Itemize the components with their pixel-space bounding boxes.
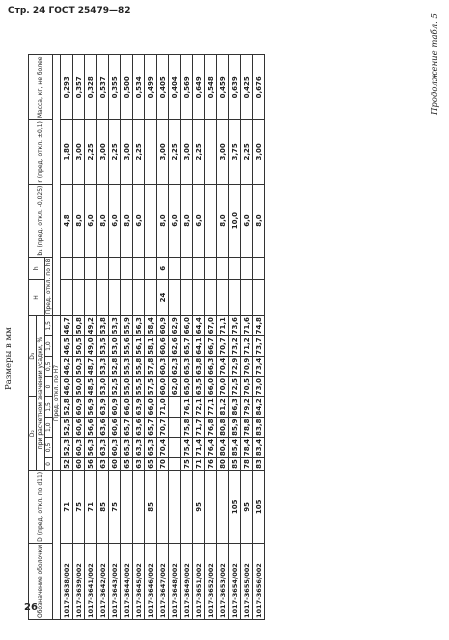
table-cell: 10,0: [229, 184, 241, 257]
table-cell: 58,1: [146, 337, 155, 355]
table-cell: 60,6: [74, 418, 83, 436]
table-cell: 1017-3654/002: [229, 543, 241, 619]
table-cell: 72,9: [230, 357, 239, 375]
table-cell: [121, 257, 133, 279]
table-cell: 75: [182, 459, 191, 469]
table-cell: 63,9: [98, 398, 107, 416]
table-cell: [193, 257, 205, 279]
table-cell: 85,4: [230, 438, 239, 457]
table-cell: 1017-3647/002: [157, 543, 169, 619]
table-cell: 57,8: [146, 357, 155, 375]
table-cell: [205, 120, 217, 184]
table-cell: 58,4: [146, 317, 155, 335]
table-cell: 1017-3646/002: [145, 543, 157, 619]
table-cell: 60,3: [110, 438, 119, 457]
table-row: [85, 55, 97, 620]
table-cell: 56,9: [86, 398, 95, 416]
table-cell: 52,8: [110, 357, 119, 375]
table-cell: 55,8: [134, 357, 143, 375]
table-row: [253, 55, 265, 620]
table-cell: 65: [122, 459, 131, 469]
table-row: [121, 55, 133, 620]
table-cell: [133, 279, 145, 315]
table-cell: 52,3: [62, 438, 71, 457]
table-cell: 52: [62, 459, 71, 469]
table-cell: 2,25: [193, 120, 205, 184]
shrink-value-1: 0,5: [45, 437, 53, 457]
table-cell: 77,1: [206, 398, 215, 416]
table-cell: 1017-3643/002: [109, 543, 121, 619]
table-cell: 8,0: [73, 184, 85, 257]
table-cell: 65,3: [122, 438, 131, 457]
table-cell: 80: [218, 459, 227, 469]
table-cell: 85: [97, 470, 109, 543]
table-cell: 0,639: [229, 55, 241, 120]
table-cell: 64,1: [194, 337, 203, 355]
table-cell: [205, 184, 217, 257]
table-cell: [217, 279, 229, 315]
table-cell: 66,0: [122, 398, 131, 416]
table-cell: 75,8: [182, 418, 191, 436]
table-cell: 71: [194, 459, 203, 469]
table-cell: 3,00: [253, 120, 265, 184]
table-row: [181, 55, 193, 620]
col-tol-Hh: Пред. откл. по h8: [45, 258, 52, 315]
table-cell: 71,0: [158, 398, 167, 416]
table-cell: 1017-3655/002: [241, 543, 253, 619]
table-cell: 75: [109, 470, 121, 543]
table-cell: 6,0: [193, 184, 205, 257]
table-cell: 71: [85, 470, 97, 543]
table-cell: 65,7: [146, 418, 155, 436]
table-row: [133, 55, 145, 620]
table-cell: 79,2: [242, 398, 251, 416]
table-cell: 105: [253, 470, 265, 543]
table-cell: 76: [206, 459, 215, 469]
table-cell: 60,9: [74, 398, 83, 416]
table-cell: 1017-3644/002: [121, 543, 133, 619]
table-cell: 55,0: [122, 377, 131, 396]
table-cell: 1017-3639/002: [73, 543, 85, 619]
table-cell: 1017-3652/002: [205, 543, 217, 619]
shrink-value-4: 0: [45, 376, 53, 396]
table-cell: 80,4: [218, 438, 227, 457]
col-b: b₁ (пред. откл. -0,025): [29, 184, 53, 257]
table-cell: 63,3: [98, 438, 107, 457]
table-cell: 46,7: [62, 317, 71, 335]
table-cell: 46,2: [62, 357, 71, 375]
table-cell: [73, 257, 85, 279]
table-cell: [229, 279, 241, 315]
table-cell: 48,7: [86, 357, 95, 375]
table-cell: 53,8: [98, 317, 107, 335]
table-cell: 8,0: [253, 184, 265, 257]
table-cell: 60: [74, 459, 83, 469]
col-mass: Масса, кг, не более: [29, 55, 53, 120]
table-cell: 49,0: [86, 337, 95, 355]
col-D2: D₂: [29, 397, 37, 471]
table-cell: 56,1: [134, 337, 143, 355]
table-cell: 83: [254, 459, 263, 469]
table-cell: [145, 257, 157, 279]
table-cell: [121, 470, 133, 543]
col-H: H: [29, 279, 45, 315]
table-cell: 60,9: [158, 317, 167, 335]
table-cell: [133, 257, 145, 279]
table-cell: 2,25: [133, 120, 145, 184]
table-cell: 6,0: [169, 184, 181, 257]
table-cell: 0,649: [193, 55, 205, 120]
table-cell: 83,4: [254, 438, 263, 457]
table-cell: [97, 257, 109, 279]
table-cell: 65,7: [122, 418, 131, 436]
table-cell: 53,0: [110, 337, 119, 355]
table-cell: 62,0: [170, 377, 179, 396]
table-row: [61, 55, 73, 620]
table-row: [145, 55, 157, 620]
table-cell: 72,1: [194, 398, 203, 416]
table-cell: 6,0: [85, 184, 97, 257]
table-cell: [169, 417, 181, 437]
table-cell: 6,0: [241, 184, 253, 257]
table-cell: [181, 257, 193, 279]
table-cell: 3,00: [217, 120, 229, 184]
table-row: [193, 55, 205, 620]
table-cell: 53,3: [110, 317, 119, 335]
table-cell: 0,676: [253, 55, 265, 120]
table-cell: 71,4: [194, 438, 203, 457]
table-cell: 1017-3648/002: [169, 543, 181, 619]
table-cell: 95: [193, 470, 205, 543]
table-cell: [193, 279, 205, 315]
table-cell: 53,0: [98, 377, 107, 396]
table-cell: 0,355: [109, 55, 121, 120]
table-cell: 0,459: [217, 55, 229, 120]
table-cell: 60: [110, 459, 119, 469]
table-cell: [85, 279, 97, 315]
table-cell: 66,7: [206, 337, 215, 355]
table-cell: 6: [157, 257, 169, 279]
table-cell: 0,499: [145, 55, 157, 120]
table-cell: 66,0: [146, 398, 155, 416]
table-cell: 8,0: [97, 184, 109, 257]
table-cell: 3,00: [97, 120, 109, 184]
dimensions-table: [28, 54, 265, 620]
table-cell: 24: [157, 279, 169, 315]
table-cell: 1017-3649/002: [181, 543, 193, 619]
table-cell: 76,8: [206, 418, 215, 436]
table-cell: 71,1: [218, 317, 227, 335]
col-h: h: [29, 257, 45, 279]
table-continuation: Продолжение табл. 5: [430, 13, 440, 115]
page-number: 26: [24, 602, 38, 613]
table-cell: 75: [73, 470, 85, 543]
table-cell: 71,2: [242, 337, 251, 355]
table-cell: 105: [229, 470, 241, 543]
table-cell: 60,3: [74, 438, 83, 457]
table-cell: [253, 257, 265, 279]
table-cell: 70: [158, 459, 167, 469]
table-cell: 55,5: [134, 377, 143, 396]
table-cell: 78,8: [242, 418, 251, 436]
table-cell: 66,3: [206, 357, 215, 375]
table-cell: 0,357: [73, 55, 85, 120]
table-cell: [169, 458, 181, 471]
table-cell: [121, 279, 133, 315]
table-cell: 78: [242, 459, 251, 469]
table-cell: 0,569: [181, 55, 193, 120]
table-cell: 55,6: [122, 337, 131, 355]
table-row: [205, 55, 217, 620]
table-cell: 3,00: [121, 120, 133, 184]
table-cell: [169, 279, 181, 315]
table-cell: 76,4: [206, 438, 215, 457]
table-cell: 71,6: [242, 317, 251, 335]
table-cell: 52,5: [110, 377, 119, 396]
table-units-title: Размеры в мм: [4, 327, 14, 390]
table-cell: 85,9: [230, 418, 239, 436]
table-cell: 64,4: [194, 317, 203, 335]
shrink-value-7: 1,5: [45, 316, 53, 336]
table-cell: 8,0: [157, 184, 169, 257]
table-cell: 62,3: [170, 357, 179, 375]
table-cell: 70,0: [218, 377, 227, 396]
shrink-value-2: 1,0: [45, 417, 53, 437]
table-cell: 63,9: [134, 398, 143, 416]
table-row: [97, 55, 109, 620]
table-cell: 80,8: [218, 418, 227, 436]
col-designation: Обозначение оболочки: [29, 543, 53, 619]
table-cell: 62,9: [170, 317, 179, 335]
table-cell: 72,5: [230, 377, 239, 396]
table-cell: 0,293: [61, 55, 73, 120]
table-cell: [145, 184, 157, 257]
table-cell: 74,8: [254, 317, 263, 335]
table-cell: 63: [98, 459, 107, 469]
table-cell: [181, 279, 193, 315]
table-cell: [133, 470, 145, 543]
table-cell: 0,537: [97, 55, 109, 120]
table-cell: 52,8: [62, 398, 71, 416]
table-cell: 3,75: [229, 120, 241, 184]
table-cell: 0,405: [157, 55, 169, 120]
table-cell: 60,3: [158, 357, 167, 375]
table-cell: 0,404: [169, 55, 181, 120]
table-cell: 46,5: [62, 337, 71, 355]
table-cell: 1017-3641/002: [85, 543, 97, 619]
table-cell: 85: [230, 459, 239, 469]
table-cell: [217, 257, 229, 279]
table-cell: 70,9: [242, 357, 251, 375]
table-cell: 73,4: [254, 357, 263, 375]
table-cell: [169, 470, 181, 543]
table-cell: 1,80: [61, 120, 73, 184]
table-cell: [217, 470, 229, 543]
table-cell: 56,3: [86, 438, 95, 457]
table-cell: [157, 470, 169, 543]
table-cell: [61, 257, 73, 279]
table-cell: 71: [61, 470, 73, 543]
table-cell: 78,4: [242, 438, 251, 457]
table-cell: 73,2: [230, 337, 239, 355]
table-cell: 0,500: [121, 55, 133, 120]
table-cell: 1017-3653/002: [217, 543, 229, 619]
table-cell: 63: [134, 459, 143, 469]
col-D: D (пред. откл. по d11): [29, 470, 53, 543]
table-row: [157, 55, 169, 620]
table-cell: 70,5: [242, 377, 251, 396]
table-cell: 2,25: [241, 120, 253, 184]
table-cell: 1017-3651/002: [193, 543, 205, 619]
table-cell: 1017-3642/002: [97, 543, 109, 619]
table-cell: 70,4: [158, 438, 167, 457]
table-cell: 56,3: [134, 317, 143, 335]
table-cell: 0,548: [205, 55, 217, 120]
table-cell: 50,0: [74, 377, 83, 396]
table-cell: 63,3: [134, 438, 143, 457]
table-cell: [73, 279, 85, 315]
table-row: [241, 55, 253, 620]
table-cell: 1017-3638/002: [61, 543, 73, 619]
table-cell: 4,8: [61, 184, 73, 257]
table-cell: 0,534: [133, 55, 145, 120]
table-cell: [205, 279, 217, 315]
table-cell: [169, 397, 181, 417]
page-header: Стр. 24 ГОСТ 25479—82: [8, 6, 131, 16]
table-cell: [169, 437, 181, 457]
table-cell: 86,3: [230, 398, 239, 416]
table-cell: 65,7: [182, 337, 191, 355]
table-cell: 73,7: [254, 337, 263, 355]
table-cell: [229, 257, 241, 279]
shrink-value-3: 1,5: [45, 397, 53, 417]
col-tol-D2: Пред. откл. по H7: [53, 316, 61, 471]
table-cell: 57,5: [146, 377, 155, 396]
table-cell: 6,0: [133, 184, 145, 257]
table-cell: 65: [146, 459, 155, 469]
table-cell: 75,4: [182, 438, 191, 457]
table-cell: [145, 279, 157, 315]
table-cell: 46,0: [62, 377, 71, 396]
table-cell: [109, 257, 121, 279]
table-cell: [253, 279, 265, 315]
table-cell: [181, 470, 193, 543]
table-cell: 53,3: [98, 357, 107, 375]
table-cell: 66,0: [206, 377, 215, 396]
table-cell: 84,2: [254, 398, 263, 416]
table-row: [73, 55, 85, 620]
table-cell: 62,6: [170, 337, 179, 355]
table-cell: 8,0: [217, 184, 229, 257]
table-cell: [205, 470, 217, 543]
table-cell: 56: [86, 459, 95, 469]
table-cell: 1017-3656/002: [253, 543, 265, 619]
table-cell: 60,6: [110, 418, 119, 436]
table-cell: [205, 257, 217, 279]
table-cell: 2,25: [169, 120, 181, 184]
shrink-value-6: 1,0: [45, 336, 53, 356]
table-cell: [61, 279, 73, 315]
table-cell: [85, 257, 97, 279]
table-cell: 63,8: [194, 357, 203, 375]
table-cell: 73,0: [254, 377, 263, 396]
col-shrink-caption: при расчетном значении усадки, %: [37, 316, 45, 471]
table-cell: 3,00: [157, 120, 169, 184]
table-cell: 2,25: [85, 120, 97, 184]
table-cell: 67,0: [206, 317, 215, 335]
table-cell: 2,25: [109, 120, 121, 184]
table-cell: 56,6: [86, 418, 95, 436]
table-cell: 48,5: [86, 377, 95, 396]
table-cell: 3,00: [73, 120, 85, 184]
table-cell: 60,9: [110, 398, 119, 416]
table-cell: 65,3: [182, 357, 191, 375]
table-cell: 70,7: [158, 418, 167, 436]
table-cell: 50,3: [74, 357, 83, 375]
table-cell: 60,6: [158, 337, 167, 355]
table-cell: 60,0: [158, 377, 167, 396]
table-cell: 83,8: [254, 418, 263, 436]
table-cell: 50,5: [74, 337, 83, 355]
table-cell: 6,0: [109, 184, 121, 257]
table-cell: 63,6: [98, 418, 107, 436]
table-cell: 65,3: [146, 438, 155, 457]
table-cell: 76,1: [182, 398, 191, 416]
table-cell: 63,5: [194, 377, 203, 396]
table-row: [229, 55, 241, 620]
table-cell: 81,2: [218, 398, 227, 416]
table-cell: 8,0: [181, 184, 193, 257]
table-cell: 55,9: [122, 317, 131, 335]
table-cell: 8,0: [121, 184, 133, 257]
table-cell: [145, 120, 157, 184]
col-r: r (пред. откл. ±0,1): [29, 120, 53, 184]
table-cell: 52,5: [62, 418, 71, 436]
table-cell: 70,4: [218, 357, 227, 375]
table-row: [169, 55, 181, 620]
table-cell: 71,7: [194, 418, 203, 436]
table-row: [217, 55, 229, 620]
table-cell: 0,328: [85, 55, 97, 120]
col-D3: D₃: [29, 316, 37, 397]
table-cell: [97, 279, 109, 315]
table-cell: 66,0: [182, 317, 191, 335]
table-cell: 3,00: [181, 120, 193, 184]
table-cell: [169, 257, 181, 279]
table-cell: 95: [241, 470, 253, 543]
table-cell: [241, 257, 253, 279]
table-cell: 49,2: [86, 317, 95, 335]
table-cell: 65,0: [182, 377, 191, 396]
table-cell: 70,7: [218, 337, 227, 355]
table-cell: 53,5: [98, 337, 107, 355]
table-cell: [109, 279, 121, 315]
shrink-value-0: 0: [45, 458, 53, 471]
table-cell: 85: [145, 470, 157, 543]
table-cell: 0,425: [241, 55, 253, 120]
table-row: [109, 55, 121, 620]
shrink-value-5: 0,5: [45, 356, 53, 376]
table-cell: 55,3: [122, 357, 131, 375]
table-cell: 1017-3645/002: [133, 543, 145, 619]
table-cell: 63,6: [134, 418, 143, 436]
table-cell: [241, 279, 253, 315]
table-cell: 50,8: [74, 317, 83, 335]
table-cell: 73,6: [230, 317, 239, 335]
